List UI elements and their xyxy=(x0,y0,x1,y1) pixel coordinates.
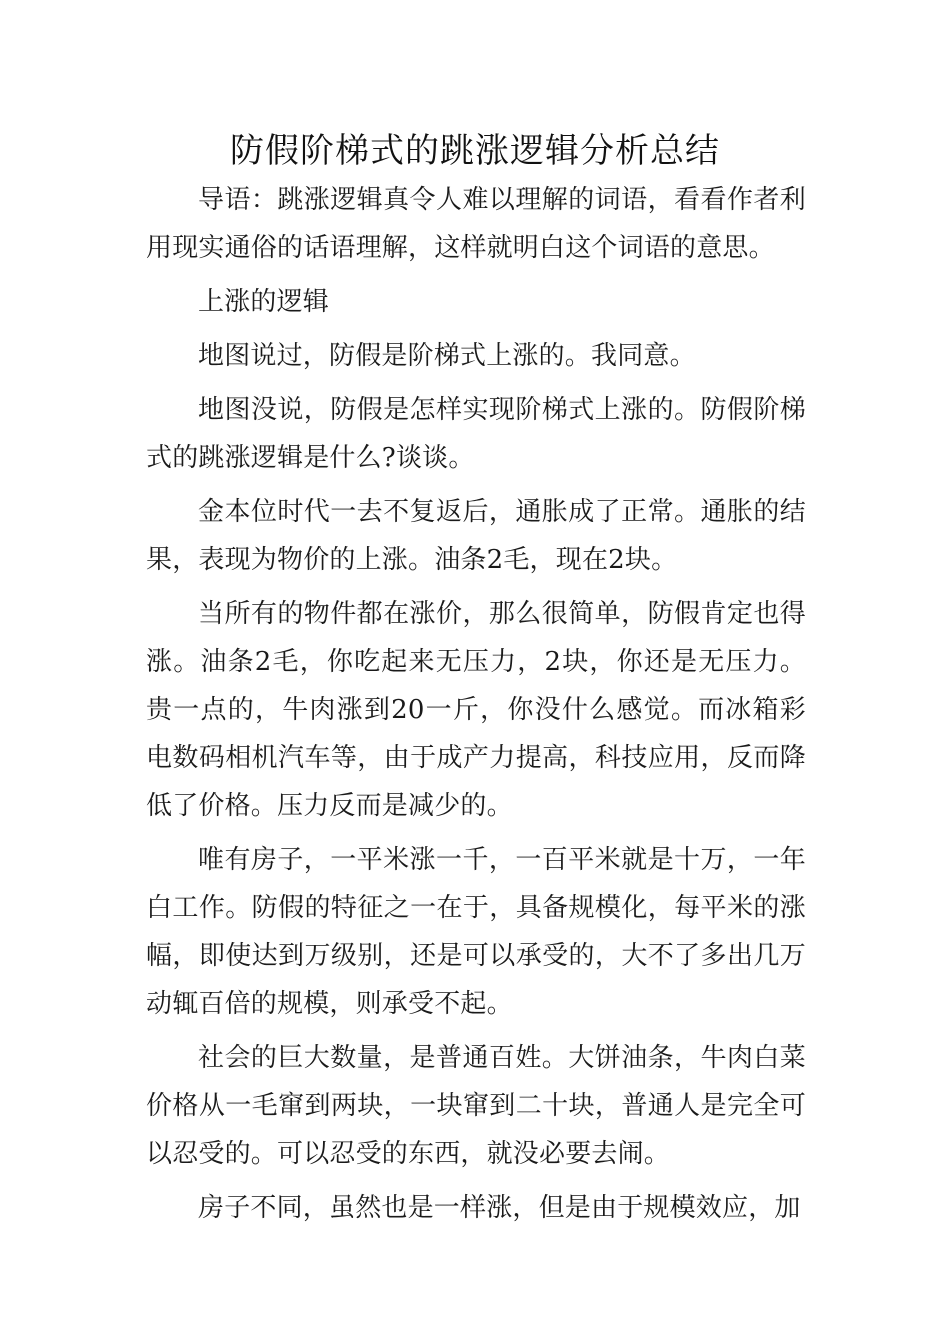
paragraph: 唯有房子，一平米涨一千，一百平米就是十万，一年白工作。防假的特征之一在于，具备规模化，每平米的涨幅，即使达到万级别，还是可以承受的，大不了多出几万动辄百倍的规模，则承受不起。 xyxy=(146,845,806,1019)
paragraph: 金本位时代一去不复返后，通胀成了正常。通胀的结果，表现为物价的上涨。油条2毛，现在2块。 xyxy=(146,497,806,575)
paragraph: 地图没说，防假是怎样实现阶梯式上涨的。防假阶梯式的跳涨逻辑是什么?谈谈。 xyxy=(146,395,806,473)
paragraph-truncated: 房子不同，虽然也是一样涨，但是由于规模效应，加 xyxy=(198,1193,801,1223)
paragraph: 地图说过，防假是阶梯式上涨的。我同意。 xyxy=(198,341,696,371)
paragraph-intro: 导语：跳涨逻辑真令人难以理解的词语，看看作者利用现实通俗的话语理解，这样就明白这个词语的意思。 xyxy=(146,185,806,263)
document-title: 防假阶梯式的跳涨逻辑分析总结 xyxy=(230,131,720,171)
paragraph: 社会的巨大数量，是普通百姓。大饼油条，牛肉白菜价格从一毛窜到两块，一块窜到二十块，普通人是完全可以忍受的。可以忍受的东西，就没必要去闹。 xyxy=(146,1043,806,1169)
document-body xyxy=(146,176,806,1238)
paragraph: 当所有的物件都在涨价，那么很简单，防假肯定也得涨。油条2毛，你吃起来无压力，2块，你还是无压力。贵一点的，牛肉涨到20一斤，你没什么感觉。而冰箱彩电数码相机汽车等，由于成产力提高，科技应用，反而降低了价格。压力反而是减少的。 xyxy=(146,599,806,821)
section-heading: 上涨的逻辑 xyxy=(198,287,330,317)
